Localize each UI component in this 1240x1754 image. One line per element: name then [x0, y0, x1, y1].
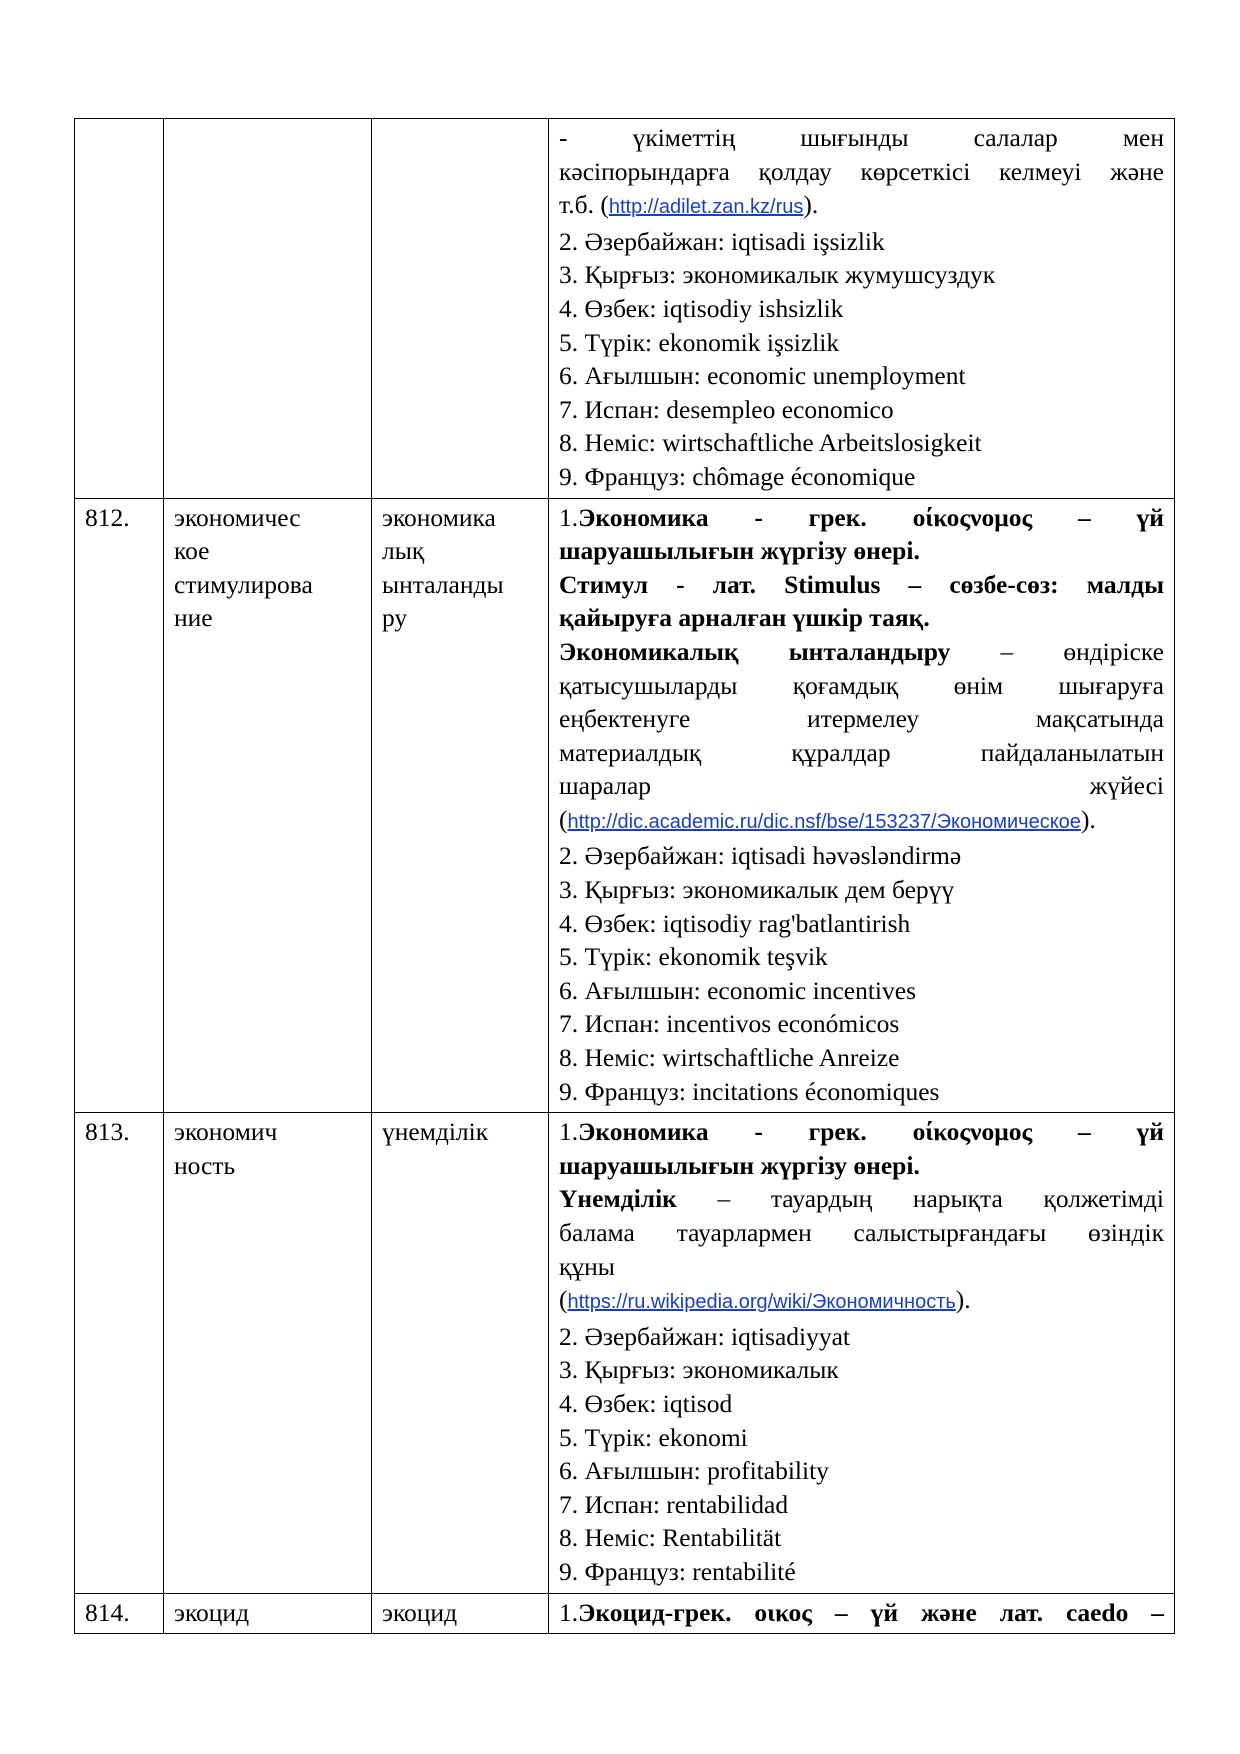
table-row [75, 1593, 1175, 1634]
entry-number: 814. [75, 1593, 164, 1634]
russian-term: экономичес кое стимулирова ние [164, 498, 372, 1113]
entry-description [549, 119, 1175, 499]
list-item: 3. Қырғыз: экономикалык дем берүү [559, 875, 955, 905]
description-line: т.б. (http://adilet.zan.kz/rus). [559, 190, 819, 220]
russian-term: экономич ность [164, 1113, 372, 1593]
etymology-line: Стимул - лат. Stimulus – сөзбе-сөз: малды [559, 569, 1164, 599]
russian-term: экоцид [164, 1593, 372, 1634]
list-item: 7. Испан: desempleo economico [559, 394, 894, 424]
entry-description [549, 498, 1175, 1113]
list-item: 7. Испан: rentabilidad [559, 1489, 789, 1519]
definition-line: құны [559, 1251, 615, 1281]
list-item: 8. Неміс: Rentabilität [559, 1523, 782, 1553]
table-row [75, 498, 1175, 1113]
russian-term [164, 119, 372, 499]
translations-list [559, 1320, 1164, 1589]
source-link[interactable]: http://dic.academic.ru/dic.nsf/bse/153237/Экономическое [567, 810, 1081, 833]
list-item: 2. Әзербайжан: iqtisadi həvəsləndirmə [559, 841, 962, 871]
definition-line: материалдық құралдар пайдаланылатын [559, 737, 1164, 767]
list-item: 3. Қырғыз: экономикалык [559, 1355, 839, 1385]
list-item: 4. Өзбек: iqtisodiy ishsizlik [559, 293, 844, 323]
list-item: 6. Ағылшын: economic incentives [559, 975, 916, 1005]
list-item: 5. Түрік: ekonomi [559, 1422, 748, 1452]
list-item: 8. Неміс: wirtschaftliche Arbeitslosigkeit [559, 428, 982, 458]
list-item: 5. Түрік: ekonomik işsizlik [559, 327, 840, 357]
etymology-line: шаруашылығын жүргізу өнері. [559, 536, 920, 566]
entry-number: 813. [75, 1113, 164, 1593]
list-item: 9. Француз: rentabilité [559, 1556, 796, 1586]
list-item: 6. Ағылшын: profitability [559, 1456, 829, 1486]
definition-line: еңбектенуге итермелеу мақсатында [559, 704, 1164, 734]
description-line: кәсіпорындарға қолдау көрсеткісі келмеуі және [559, 156, 1164, 186]
source-link[interactable]: http://adilet.zan.kz/rus [608, 196, 804, 219]
source-line: (https://ru.wikipedia.org/wiki/Экономичность). [559, 1285, 971, 1315]
list-item: 9. Француз: incitations économiques [559, 1076, 940, 1106]
list-item: 6. Ағылшын: economic unemployment [559, 361, 966, 391]
table-row [75, 1113, 1175, 1593]
list-item: 2. Әзербайжан: iqtisadi işsizlik [559, 226, 885, 256]
definition-line: Үнемділік – тауардың нарықта қолжетімді [559, 1184, 1164, 1214]
entry-description [549, 1593, 1175, 1634]
etymology-line: қайыруға арналған үшкір таяқ. [559, 603, 930, 633]
list-item: 4. Өзбек: iqtisodiy rag'batlantirish [559, 908, 911, 938]
translations-list [559, 839, 1164, 1108]
etymology-line: 1.Экономика - грек. οίκοςνομος – үй [559, 1117, 1164, 1147]
definition-line: қатысушыларды қоғамдық өнім шығаруға [559, 670, 1164, 700]
etymology-line: 1.Экономика - грек. οίκοςνομος – үй [559, 502, 1164, 532]
kazakh-term [372, 119, 549, 499]
entry-number: 812. [75, 498, 164, 1113]
translations-list [559, 225, 1164, 494]
list-item: 4. Өзбек: iqtisod [559, 1388, 733, 1418]
list-item: 9. Француз: chômage économique [559, 461, 916, 491]
kazakh-term: үнемділік [372, 1113, 549, 1593]
entry-description [549, 1113, 1175, 1593]
source-link[interactable]: https://ru.wikipedia.org/wiki/Экономичность [567, 1291, 956, 1314]
list-item: 8. Неміс: wirtschaftliche Anreize [559, 1043, 900, 1073]
etymology-line: шаруашылығын жүргізу өнері. [559, 1150, 920, 1180]
kazakh-term: экоцид [372, 1593, 549, 1634]
source-line: (http://dic.academic.ru/dic.nsf/bse/153237/Экономическое). [559, 804, 1096, 834]
entry-number [75, 119, 164, 499]
list-item: 5. Түрік: ekonomik teşvik [559, 942, 828, 972]
list-item: 3. Қырғыз: экономикалык жумушсуздук [559, 260, 996, 290]
definition-line: Экономикалық ынталандыру – өндіріске [559, 636, 1164, 666]
definition-line: балама тауарлармен салыстырғандағы өзіндік [559, 1218, 1164, 1247]
list-item: 7. Испан: incentivos económicos [559, 1009, 900, 1039]
list-item: 2. Әзербайжан: iqtisadiyyat [559, 1321, 851, 1351]
definition-term: Экономикалық ынталандыру [559, 636, 951, 666]
definition-term: Үнемділік [559, 1184, 677, 1214]
table-row [75, 119, 1175, 499]
description-line: - үкіметтің шығынды салалар мен [559, 123, 1164, 152]
dictionary-table [74, 118, 1175, 1634]
kazakh-term: экономика лық ынталанды ру [372, 498, 549, 1113]
definition-line: шаралар жүйесі [559, 771, 1164, 801]
etymology-line: 1.Экоцид-грек. οικος – үй және лат. caedo – [559, 1597, 1164, 1627]
